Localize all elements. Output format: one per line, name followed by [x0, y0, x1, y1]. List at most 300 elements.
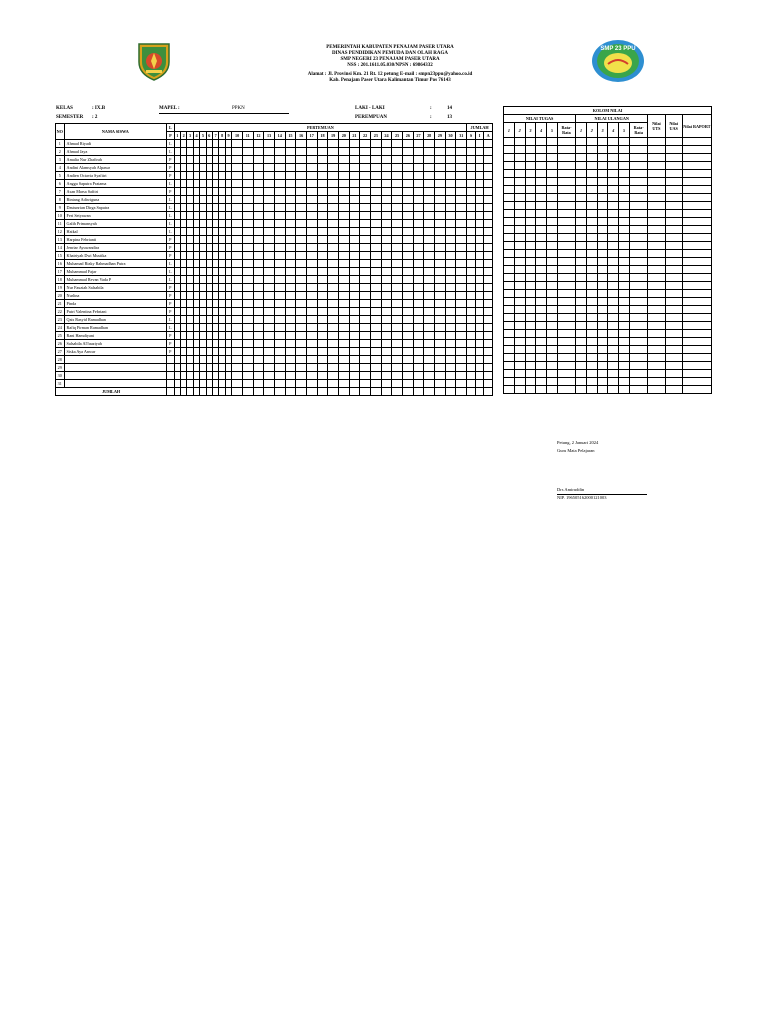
jumlah-cell — [392, 388, 403, 396]
attendance-cell — [392, 236, 403, 244]
attendance-cell — [484, 300, 493, 308]
row-number: 16 — [56, 260, 65, 268]
attendance-cell — [392, 164, 403, 172]
grade-cell — [629, 202, 647, 210]
attendance-cell — [413, 164, 424, 172]
grade-cell — [619, 242, 630, 250]
laki-colon: : — [430, 106, 432, 111]
table-row — [56, 180, 493, 188]
grade-row — [504, 298, 712, 306]
attendance-cell — [253, 268, 264, 276]
attendance-cell — [413, 268, 424, 276]
attendance-cell — [306, 316, 317, 324]
grade-cell — [557, 354, 575, 362]
grade-cell — [557, 194, 575, 202]
attendance-cell — [242, 204, 253, 212]
grade-cell — [586, 138, 597, 146]
attendance-cell — [264, 300, 275, 308]
row-number: 15 — [56, 252, 65, 260]
grade-cell — [576, 282, 587, 290]
attendance-cell — [285, 244, 296, 252]
grade-cell — [504, 178, 515, 186]
attendance-cell — [424, 276, 435, 284]
attendance-cell — [349, 348, 360, 356]
grade-cell — [514, 314, 525, 322]
grade-cell — [547, 370, 558, 378]
grade-cell — [514, 234, 525, 242]
grade-cell — [557, 202, 575, 210]
attendance-cell — [392, 268, 403, 276]
table-row — [56, 220, 493, 228]
attendance-cell — [381, 364, 392, 372]
attendance-cell — [242, 172, 253, 180]
grade-cell — [504, 306, 515, 314]
attendance-cell — [392, 220, 403, 228]
grade-cell — [576, 146, 587, 154]
attendance-cell — [296, 204, 307, 212]
grade-cell — [648, 290, 665, 298]
attendance-cell — [338, 220, 349, 228]
attendance-cell — [435, 276, 446, 284]
student-gender: L — [167, 140, 174, 148]
attendance-cell — [467, 292, 476, 300]
attendance-cell — [274, 356, 285, 364]
attendance-cell — [370, 188, 381, 196]
grade-cell — [525, 370, 536, 378]
attendance-cell — [402, 228, 413, 236]
attendance-cell — [360, 372, 371, 380]
grade-cell — [619, 218, 630, 226]
grade-cell — [597, 218, 608, 226]
attendance-cell — [413, 212, 424, 220]
grade-cell — [665, 258, 682, 266]
attendance-cell — [338, 196, 349, 204]
attendance-cell — [285, 356, 296, 364]
grade-cell — [557, 146, 575, 154]
attendance-cell — [264, 236, 275, 244]
grade-cell — [547, 346, 558, 354]
attendance-cell — [242, 348, 253, 356]
student-name: Ahmad Riyadi — [64, 140, 167, 148]
pertemuan-col-header: 27 — [413, 132, 424, 140]
attendance-cell — [402, 300, 413, 308]
grade-cell — [608, 194, 619, 202]
grade-cell — [629, 346, 647, 354]
grade-cell — [536, 138, 547, 146]
grade-cell — [547, 178, 558, 186]
pertemuan-col-header: 4 — [193, 132, 199, 140]
grade-cell — [619, 306, 630, 314]
ulangan-col-header: 5 — [619, 123, 630, 138]
attendance-cell — [475, 220, 484, 228]
row-number: 8 — [56, 196, 65, 204]
attendance-cell — [338, 364, 349, 372]
attendance-cell — [381, 348, 392, 356]
attendance-cell — [349, 140, 360, 148]
grade-cell — [514, 354, 525, 362]
grade-cell — [629, 338, 647, 346]
attendance-cell — [253, 332, 264, 340]
grade-cell — [514, 378, 525, 386]
attendance-cell — [306, 372, 317, 380]
attendance-cell — [424, 220, 435, 228]
attendance-cell — [338, 356, 349, 364]
grade-cell — [665, 282, 682, 290]
grade-cell — [514, 274, 525, 282]
jumlah-cell — [338, 388, 349, 396]
grade-cell — [648, 242, 665, 250]
attendance-cell — [456, 332, 467, 340]
grade-cell — [648, 266, 665, 274]
pertemuan-col-header: 7 — [213, 132, 219, 140]
attendance-cell — [435, 268, 446, 276]
attendance-cell — [435, 348, 446, 356]
attendance-cell — [467, 332, 476, 340]
attendance-cell — [370, 228, 381, 236]
jumlah-cell — [370, 388, 381, 396]
attendance-header-row — [56, 124, 493, 132]
attendance-cell — [306, 236, 317, 244]
attendance-cell — [456, 356, 467, 364]
attendance-cell — [232, 260, 243, 268]
attendance-cell — [370, 196, 381, 204]
grade-cell — [514, 250, 525, 258]
attendance-cell — [338, 276, 349, 284]
attendance-cell — [242, 228, 253, 236]
attendance-cell — [232, 244, 243, 252]
table-row — [56, 140, 493, 148]
attendance-cell — [349, 228, 360, 236]
attendance-cell — [413, 292, 424, 300]
pertemuan-col-header: 8 — [219, 132, 225, 140]
attendance-cell — [317, 188, 328, 196]
grade-cell — [576, 322, 587, 330]
grade-cell — [525, 250, 536, 258]
attendance-cell — [456, 148, 467, 156]
attendance-cell — [456, 340, 467, 348]
attendance-cell — [445, 220, 456, 228]
jumlah-cell — [475, 388, 484, 396]
attendance-cell — [296, 180, 307, 188]
grade-cell — [665, 290, 682, 298]
grade-cell — [547, 146, 558, 154]
attendance-cell — [424, 284, 435, 292]
attendance-cell — [274, 340, 285, 348]
grade-cell — [648, 226, 665, 234]
attendance-cell — [475, 316, 484, 324]
attendance-cell — [328, 260, 339, 268]
grade-cell — [682, 370, 711, 378]
attendance-cell — [285, 252, 296, 260]
attendance-cell — [242, 220, 253, 228]
grade-cell — [608, 282, 619, 290]
attendance-cell — [467, 260, 476, 268]
jumlah-col-header: I — [475, 132, 484, 140]
grade-cell — [576, 226, 587, 234]
grade-cell — [665, 194, 682, 202]
grade-cell — [504, 346, 515, 354]
attendance-cell — [435, 212, 446, 220]
attendance-cell — [274, 380, 285, 388]
grade-row — [504, 154, 712, 162]
attendance-cell — [306, 244, 317, 252]
grade-cell — [608, 354, 619, 362]
attendance-cell — [328, 172, 339, 180]
attendance-cell — [296, 244, 307, 252]
grade-cell — [525, 170, 536, 178]
attendance-cell — [475, 308, 484, 316]
student-name: Rafiq Firman Ramadhan — [64, 324, 167, 332]
student-gender: L — [167, 212, 174, 220]
jumlah-cell — [167, 388, 174, 396]
grade-cell — [504, 322, 515, 330]
attendance-cell — [402, 340, 413, 348]
mapel-underline — [159, 113, 289, 114]
attendance-cell — [456, 140, 467, 148]
grade-cell — [514, 298, 525, 306]
attendance-cell — [264, 212, 275, 220]
attendance-cell — [424, 172, 435, 180]
grade-cell — [557, 314, 575, 322]
grade-cell — [514, 290, 525, 298]
attendance-cell — [296, 300, 307, 308]
row-number: 12 — [56, 228, 65, 236]
pertemuan-col-header: 19 — [328, 132, 339, 140]
student-name: Haikal — [64, 228, 167, 236]
attendance-cell — [274, 252, 285, 260]
attendance-cell — [296, 156, 307, 164]
attendance-cell — [274, 316, 285, 324]
attendance-cell — [328, 308, 339, 316]
jumlah-cell — [232, 388, 243, 396]
attendance-cell — [306, 156, 317, 164]
pertemuan-col-header: 17 — [306, 132, 317, 140]
grade-cell — [557, 186, 575, 194]
student-gender: L — [167, 276, 174, 284]
attendance-cell — [360, 316, 371, 324]
attendance-cell — [360, 228, 371, 236]
attendance-cell — [242, 308, 253, 316]
grade-cell — [586, 362, 597, 370]
attendance-cell — [360, 236, 371, 244]
attendance-cell — [328, 252, 339, 260]
grade-cell — [665, 146, 682, 154]
student-gender — [167, 380, 174, 388]
table-row — [56, 252, 493, 260]
attendance-cell — [328, 364, 339, 372]
attendance-cell — [349, 236, 360, 244]
grade-cell — [619, 330, 630, 338]
attendance-cell — [370, 324, 381, 332]
grade-cell — [608, 242, 619, 250]
attendance-cell — [242, 340, 253, 348]
grade-cell — [557, 362, 575, 370]
attendance-cell — [392, 284, 403, 292]
attendance-cell — [360, 244, 371, 252]
attendance-cell — [402, 204, 413, 212]
attendance-cell — [274, 364, 285, 372]
attendance-cell — [456, 156, 467, 164]
attendance-cell — [435, 180, 446, 188]
attendance-cell — [392, 292, 403, 300]
attendance-cell — [285, 180, 296, 188]
grade-cell — [557, 330, 575, 338]
attendance-cell — [253, 244, 264, 252]
pertemuan-col-header: 31 — [456, 132, 467, 140]
attendance-cell — [264, 292, 275, 300]
student-gender — [167, 372, 174, 380]
grade-cell — [608, 210, 619, 218]
table-row — [56, 244, 493, 252]
grade-cell — [597, 138, 608, 146]
attendance-cell — [484, 180, 493, 188]
grade-cell — [557, 154, 575, 162]
attendance-cell — [296, 212, 307, 220]
attendance-cell — [456, 172, 467, 180]
attendance-cell — [360, 356, 371, 364]
attendance-cell — [274, 196, 285, 204]
attendance-cell — [317, 212, 328, 220]
grade-cell — [597, 346, 608, 354]
grade-cell — [597, 210, 608, 218]
attendance-cell — [402, 148, 413, 156]
grade-cell — [576, 234, 587, 242]
grade-cell — [514, 306, 525, 314]
attendance-cell — [274, 244, 285, 252]
attendance-cell — [306, 340, 317, 348]
grade-cell — [525, 234, 536, 242]
grade-cell — [525, 226, 536, 234]
grade-cell — [586, 282, 597, 290]
attendance-cell — [370, 380, 381, 388]
grade-cell — [619, 274, 630, 282]
attendance-cell — [306, 332, 317, 340]
attendance-cell — [274, 172, 285, 180]
attendance-cell — [475, 380, 484, 388]
grade-cell — [536, 274, 547, 282]
attendance-cell — [370, 316, 381, 324]
attendance-cell — [381, 188, 392, 196]
attendance-cell — [253, 188, 264, 196]
attendance-cell — [349, 212, 360, 220]
attendance-cell — [338, 284, 349, 292]
attendance-cell — [317, 228, 328, 236]
attendance-cell — [285, 188, 296, 196]
grade-cell — [665, 314, 682, 322]
grade-cell — [682, 306, 711, 314]
grade-cell — [547, 386, 558, 394]
grade-cell — [597, 314, 608, 322]
grade-cell — [665, 162, 682, 170]
attendance-cell — [274, 228, 285, 236]
attendance-cell — [285, 148, 296, 156]
attendance-cell — [475, 332, 484, 340]
tugas-rata-header: Rata-Rata — [557, 123, 575, 138]
row-number: 24 — [56, 324, 65, 332]
grade-cell — [629, 250, 647, 258]
attendance-cell — [328, 268, 339, 276]
attendance-cell — [445, 228, 456, 236]
grade-cell — [514, 330, 525, 338]
attendance-cell — [338, 156, 349, 164]
jumlah-cell — [328, 388, 339, 396]
attendance-cell — [328, 140, 339, 148]
grade-cell — [547, 162, 558, 170]
grade-cell — [525, 194, 536, 202]
attendance-cell — [475, 268, 484, 276]
grade-cell — [619, 138, 630, 146]
grade-cell — [682, 210, 711, 218]
grade-cell — [504, 266, 515, 274]
grade-cell — [525, 266, 536, 274]
attendance-cell — [413, 340, 424, 348]
grade-cell — [597, 250, 608, 258]
attendance-cell — [467, 156, 476, 164]
ulangan-col-header: 2 — [586, 123, 597, 138]
attendance-cell — [456, 300, 467, 308]
attendance-cell — [349, 372, 360, 380]
attendance-cell — [445, 260, 456, 268]
attendance-cell — [232, 308, 243, 316]
pertemuan-col-header: 20 — [338, 132, 349, 140]
student-name: Angga Saputra Pratama — [64, 180, 167, 188]
jumlah-cell — [264, 388, 275, 396]
attendance-cell — [338, 316, 349, 324]
attendance-cell — [413, 172, 424, 180]
grade-cell — [525, 306, 536, 314]
grade-cell — [682, 282, 711, 290]
attendance-cell — [338, 372, 349, 380]
attendance-cell — [285, 268, 296, 276]
attendance-cell — [413, 252, 424, 260]
grade-cell — [536, 338, 547, 346]
attendance-cell — [242, 260, 253, 268]
attendance-cell — [370, 332, 381, 340]
attendance-cell — [296, 364, 307, 372]
attendance-cell — [475, 204, 484, 212]
grade-cell — [682, 242, 711, 250]
student-gender: P — [167, 156, 174, 164]
grade-cell — [629, 314, 647, 322]
grade-cell — [557, 234, 575, 242]
attendance-cell — [467, 340, 476, 348]
grade-cell — [597, 378, 608, 386]
attendance-cell — [435, 324, 446, 332]
attendance-cell — [424, 140, 435, 148]
attendance-cell — [328, 244, 339, 252]
attendance-cell — [232, 236, 243, 244]
attendance-cell — [338, 140, 349, 148]
attendance-cell — [349, 292, 360, 300]
table-row — [56, 148, 493, 156]
attendance-cell — [360, 284, 371, 292]
grade-cell — [665, 242, 682, 250]
grade-cell — [536, 162, 547, 170]
grade-cell — [547, 290, 558, 298]
attendance-cell — [274, 300, 285, 308]
perempuan-colon: : — [430, 115, 432, 120]
header-line-4: NSS : 201.1611.05.030/NPSN : 69864332 — [347, 63, 433, 68]
attendance-cell — [242, 148, 253, 156]
attendance-cell — [338, 188, 349, 196]
pertemuan-col-header: 1 — [174, 132, 180, 140]
grade-cell — [682, 266, 711, 274]
grade-cell — [629, 354, 647, 362]
attendance-cell — [381, 340, 392, 348]
attendance-cell — [392, 204, 403, 212]
attendance-cell — [370, 148, 381, 156]
attendance-cell — [424, 204, 435, 212]
